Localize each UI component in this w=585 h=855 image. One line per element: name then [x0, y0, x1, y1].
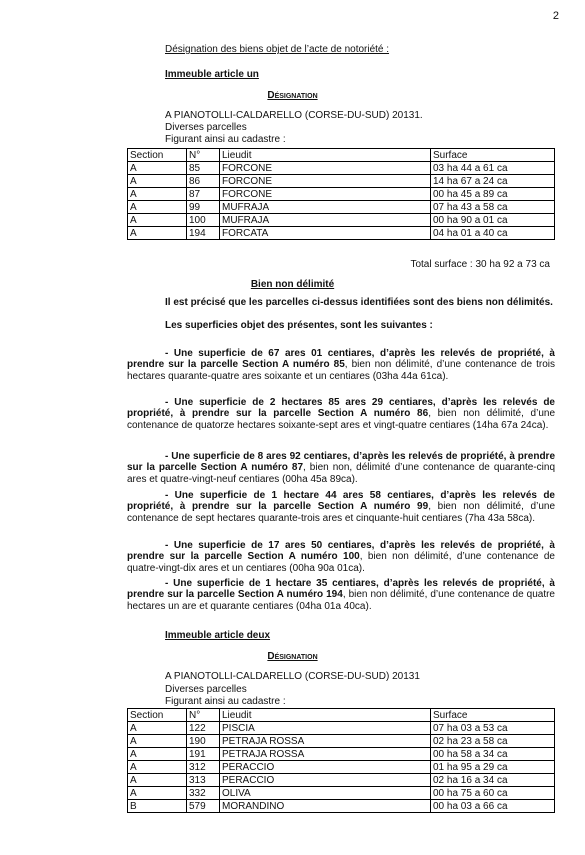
cell-lieudit: FORCONE	[220, 175, 431, 188]
cell-section: A	[128, 748, 187, 761]
column-header-number: N°	[187, 149, 220, 162]
cell-section: A	[128, 787, 187, 800]
cell-section: A	[128, 201, 187, 214]
column-header-lieudit: Lieudit	[220, 149, 431, 162]
cell-number: 190	[187, 735, 220, 748]
cell-number: 191	[187, 748, 220, 761]
table-row	[128, 201, 555, 214]
cell-section: A	[128, 761, 187, 774]
superficie-item-lead: - Une superficie de 67 ares 01 centiares, d’après les relevés de propriété, à prendre sur la parcelle Section A numéro 85	[127, 348, 555, 371]
page-number: 2	[552, 10, 559, 22]
cell-surface: 07 ha 03 a 53 ca	[431, 722, 555, 735]
cell-section: A	[128, 162, 187, 175]
cell-surface: 02 ha 23 a 58 ca	[431, 735, 555, 748]
bien-intro-paragraph: Il est précisé que les parcelles ci-dessus identifiées sont des biens non délimités.	[165, 297, 553, 308]
article-one-designation-label: Désignation	[267, 90, 318, 101]
superficie-item-lead: - Une superficie de 8 ares 92 centiares, d’après les relevés de propriété, à prendre sur la parcelle Section A numéro 87	[127, 451, 555, 474]
cell-surface: 01 ha 95 a 29 ca	[431, 761, 555, 774]
article-one-title: Immeuble article un	[165, 69, 259, 80]
cell-lieudit: PETRAJA ROSSA	[220, 735, 431, 748]
article-one-parcels-label: Diverses parcelles	[165, 122, 247, 133]
table-row	[128, 787, 555, 800]
cell-lieudit: FORCATA	[220, 227, 431, 240]
cell-number: 99	[187, 201, 220, 214]
cell-section: A	[128, 214, 187, 227]
cell-number: 194	[187, 227, 220, 240]
cell-lieudit: MUFRAJA	[220, 201, 431, 214]
cell-number: 313	[187, 774, 220, 787]
table-row	[128, 227, 555, 240]
column-header-surface: Surface	[431, 149, 555, 162]
superficie-item: - Une superficie de 1 hectare 44 ares 58 centiares, d’après les relevés de propriété, à prendre sur la parcelle Section A numéro 99, bien non délimité, d’une contenance de sept hectares quarante-trois ares et cinquante-huit centiares (7ha 43a 58ca).	[127, 490, 556, 524]
cell-lieudit: OLIVA	[220, 787, 431, 800]
article-two-cadastre-label: Figurant ainsi au cadastre :	[165, 696, 286, 707]
cell-surface: 03 ha 44 a 61 ca	[431, 162, 555, 175]
cell-number: 87	[187, 188, 220, 201]
article-two-designation-label: Désignation	[267, 651, 318, 662]
superficie-item-lead: - Une superficie de 2 hectares 85 ares 29 centiares, d’après les relevés de propriété, à prendre sur la parcelle Section A numéro 86	[127, 397, 555, 420]
cell-surface: 00 ha 58 a 34 ca	[431, 748, 555, 761]
cell-number: 86	[187, 175, 220, 188]
table-row	[128, 761, 555, 774]
cell-surface: 04 ha 01 a 40 ca	[431, 227, 555, 240]
bien-intro-list-label: Les superficies objet des présentes, sont les suivantes :	[165, 320, 433, 331]
table-row	[128, 748, 555, 761]
table-row	[128, 162, 555, 175]
column-header-surface: Surface	[431, 709, 555, 722]
article-two-location: A PIANOTOLLI-CALDARELLO (CORSE-DU-SUD) 20131	[165, 671, 420, 682]
cell-section: A	[128, 774, 187, 787]
cell-lieudit: PERACCIO	[220, 761, 431, 774]
superficie-item: - Une superficie de 2 hectares 85 ares 29 centiares, d’après les relevés de propriété, à prendre sur la parcelle Section A numéro 86, bien non délimité, d’une contenance de quatorze hectares soixante-sept ares et vingt-quatre centiares (14ha 67a 24ca).	[127, 397, 556, 431]
superficie-item: - Une superficie de 1 hectare 35 centiares, d’après les relevés de propriété, à prendre sur la parcelle Section A numéro 194, bien non délimité, d’une contenance de quatre hectares un are et quarante centiares (04ha 01a 40ca).	[127, 578, 555, 612]
cadastre-table-article-one	[127, 148, 555, 240]
document-heading: Désignation des biens objet de l’acte de notoriété :	[165, 44, 390, 55]
table-row	[128, 214, 555, 227]
table-row	[128, 735, 555, 748]
column-header-lieudit: Lieudit	[220, 709, 431, 722]
total-surface: Total surface : 30 ha 92 a 73 ca	[410, 259, 550, 270]
cell-lieudit: PERACCIO	[220, 774, 431, 787]
cell-number: 579	[187, 800, 220, 813]
column-header-section: Section	[128, 709, 187, 722]
article-one-cadastre-label: Figurant ainsi au cadastre :	[165, 134, 286, 145]
column-header-number: N°	[187, 709, 220, 722]
table-row	[128, 722, 555, 735]
superficie-item: - Une superficie de 67 ares 01 centiares, d’après les relevés de propriété, à prendre sur la parcelle Section A numéro 85, bien non délimité, d’une contenance de trois hectares quarante-quatre ares soixante et un centiares (03ha 44a 61ca).	[127, 348, 555, 382]
bien-non-delimite-title: Bien non délimité	[250, 279, 335, 290]
cell-number: 85	[187, 162, 220, 175]
article-two-parcels-label: Diverses parcelles	[165, 684, 247, 695]
cadastre-table-article-two	[127, 708, 555, 813]
table-row	[128, 188, 555, 201]
cell-surface: 02 ha 16 a 34 ca	[431, 774, 555, 787]
cell-surface: 00 ha 45 a 89 ca	[431, 188, 555, 201]
table-header-row	[128, 709, 555, 722]
article-one-location: A PIANOTOLLI-CALDARELLO (CORSE-DU-SUD) 20131.	[165, 110, 423, 121]
superficie-item-lead: - Une superficie de 1 hectare 44 ares 58 centiares, d’après les relevés de propriété, à prendre sur la parcelle Section A numéro 99	[127, 490, 555, 513]
article-two-title: Immeuble article deux	[165, 630, 271, 641]
cell-lieudit: FORCONE	[220, 162, 431, 175]
superficie-item-lead: - Une superficie de 17 ares 50 centiares, d’après les relevés de propriété, à prendre sur la parcelle Section A numéro 100	[127, 540, 555, 563]
cell-number: 312	[187, 761, 220, 774]
cell-lieudit: FORCONE	[220, 188, 431, 201]
cell-number: 100	[187, 214, 220, 227]
table-header-row	[128, 149, 555, 162]
cell-section: A	[128, 188, 187, 201]
cell-surface: 07 ha 43 a 58 ca	[431, 201, 555, 214]
cell-surface: 00 ha 90 a 01 ca	[431, 214, 555, 227]
cell-lieudit: MUFRAJA	[220, 214, 431, 227]
superficie-item-lead: - Une superficie de 1 hectare 35 centiares, d’après les relevés de propriété, à prendre sur la parcelle Section A numéro 194	[127, 578, 555, 601]
superficie-item: - Une superficie de 17 ares 50 centiares, d’après les relevés de propriété, à prendre sur la parcelle Section A numéro 100, bien non délimité, d’une contenance de quatre-vingt-dix ares et un centiares (00ha 90a 01ca).	[127, 540, 555, 574]
cell-number: 122	[187, 722, 220, 735]
table-row	[128, 774, 555, 787]
table-row	[128, 800, 555, 813]
cell-section: A	[128, 722, 187, 735]
table-row	[128, 175, 555, 188]
cell-section: A	[128, 735, 187, 748]
column-header-section: Section	[128, 149, 187, 162]
cell-surface: 14 ha 67 a 24 ca	[431, 175, 555, 188]
cell-surface: 00 ha 75 a 60 ca	[431, 787, 555, 800]
cell-section: A	[128, 175, 187, 188]
cell-surface: 00 ha 03 a 66 ca	[431, 800, 555, 813]
cell-section: B	[128, 800, 187, 813]
superficie-item: - Une superficie de 8 ares 92 centiares, d’après les relevés de propriété, à prendre sur la parcelle Section A numéro 87, bien non, délimité d’une contenance de quarante-cinq ares et quatre-vingt-neuf centiares (00ha 45a 89ca).	[127, 451, 556, 485]
cell-lieudit: MORANDINO	[220, 800, 431, 813]
cell-number: 332	[187, 787, 220, 800]
cell-section: A	[128, 227, 187, 240]
cell-lieudit: PETRAJA ROSSA	[220, 748, 431, 761]
cell-lieudit: PISCIA	[220, 722, 431, 735]
